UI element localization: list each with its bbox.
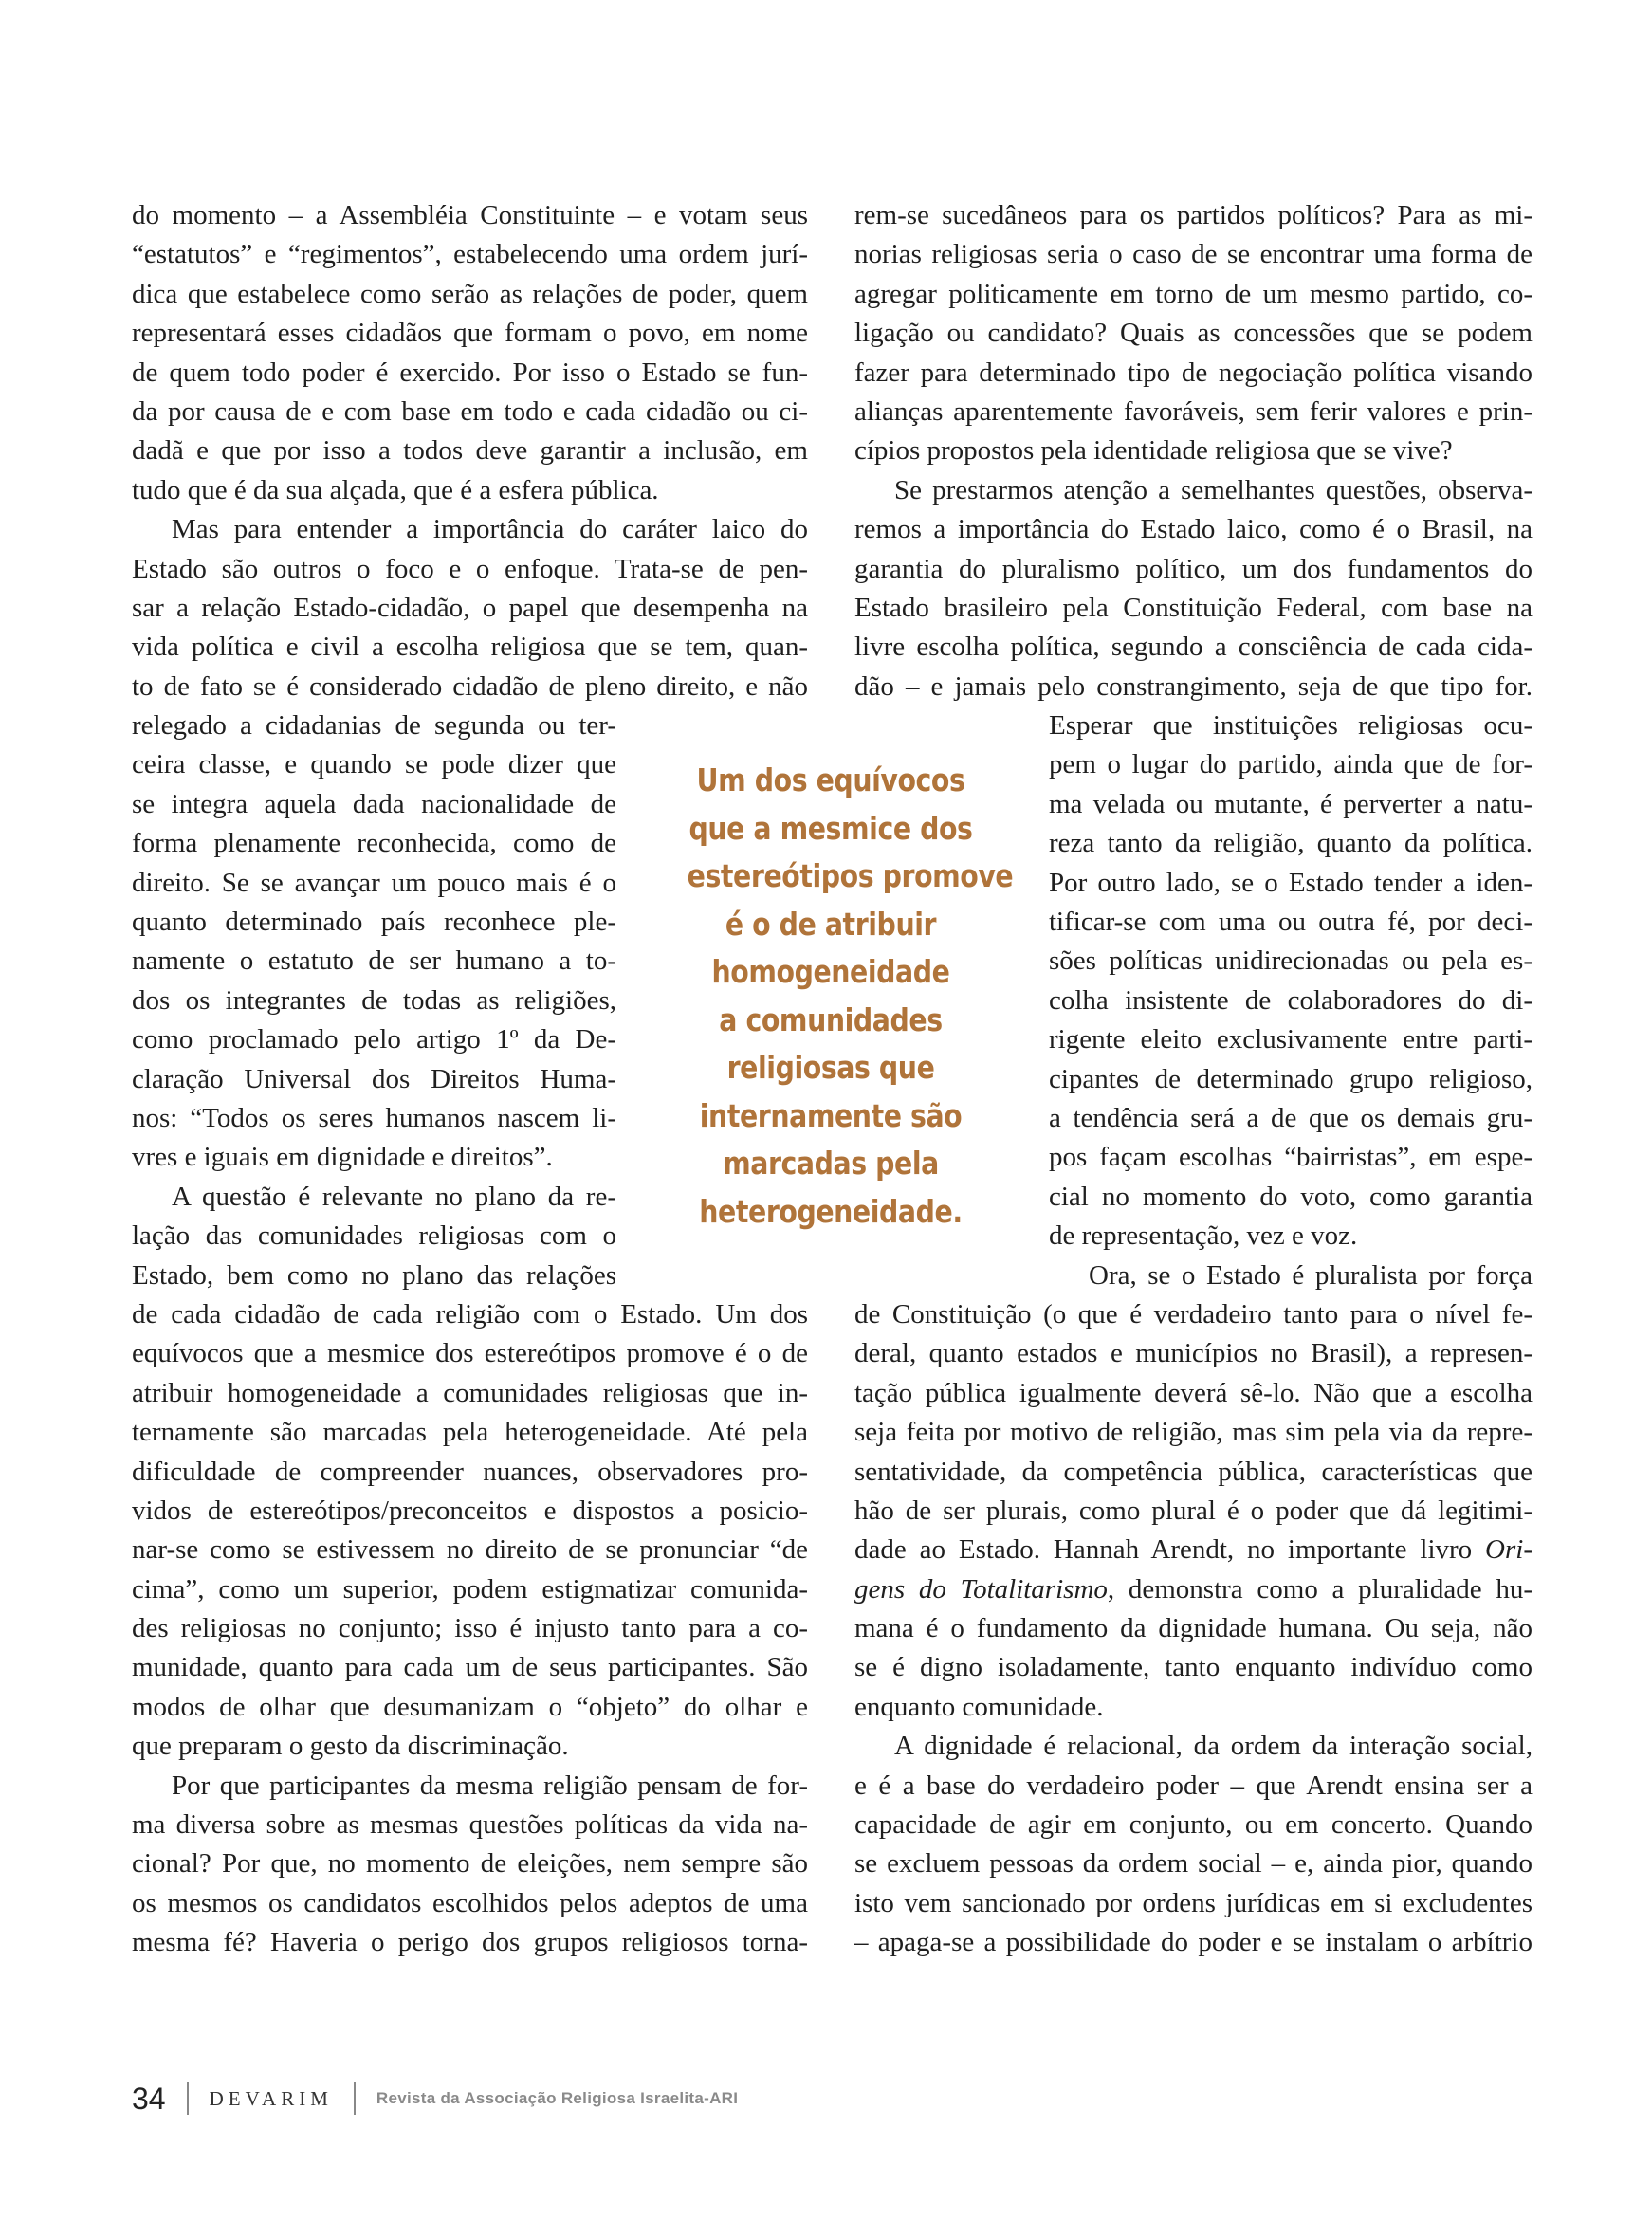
text-line: equívocos que a mesmice dos estereótipos promove é o de (132, 1338, 808, 1369)
text-line: Estado são outros o foco e o enfoque. Trata-se de pen- (132, 553, 808, 584)
text-line: rigente eleito exclusivamente entre parti- (1049, 1024, 1533, 1055)
text-line: seja feita por motivo de religião, mas sim pela via da repre- (854, 1417, 1533, 1448)
text-line: vida política e civil a escolha religiosa que se tem, quan- (132, 632, 808, 663)
text-line: dificuldade de compreender nuances, observadores pro- (132, 1456, 808, 1487)
text-line: rem-se sucedâneos para os partidos políticos? Para as mi- (854, 200, 1533, 230)
text-line: os mesmos os candidatos escolhidos pelos adeptos de uma (132, 1887, 808, 1918)
text-line: A questão é relevante no plano da re- (172, 1181, 616, 1212)
text-line: quanto determinado país reconhece ple- (132, 907, 616, 938)
text-line: de representação, vez e voz. (1049, 1220, 1358, 1252)
text-line: ternamente são marcadas pela heterogeneidade. Até pela (132, 1417, 808, 1448)
magazine-subtitle: Revista da Associação Religiosa Israelita-ARI (376, 2089, 739, 2107)
right-column (854, 196, 1533, 1963)
pull-quote-line: heterogeneidade. (699, 1192, 963, 1230)
text-span: , demonstra como a pluralidade hu- (1107, 1573, 1533, 1605)
text-line: ceira classe, e quando se pode dizer que (132, 749, 616, 780)
pull-quote-line: a comunidades (719, 1000, 943, 1038)
pull-quote-line: internamente são (699, 1096, 963, 1134)
page-footer (132, 2078, 738, 2119)
text-line: dos os integrantes de todas as religiões, (132, 984, 616, 1016)
text-line: se excluem pessoas da ordem social – e, ainda pior, quando (854, 1848, 1533, 1880)
text-line: dadã e que por isso a todos deve garantir a inclusão, em (132, 435, 808, 467)
text-line: namente o estatuto de ser humano a to- (132, 945, 616, 977)
text-span: dade ao Estado. Hannah Arendt, no importante livro (854, 1534, 1486, 1566)
text-line: mesma fé? Haveria o perigo dos grupos religiosos torna- (132, 1927, 808, 1958)
text-line: tificar-se com uma ou outra fé, por deci- (1049, 907, 1533, 938)
text-line: como proclamado pelo artigo 1º da De- (132, 1024, 616, 1055)
pull-quote-line: que a mesmice dos (688, 809, 973, 847)
text-line: Esperar que instituições religiosas ocu- (1049, 710, 1533, 742)
text-line: do momento – a Assembléia Constituinte – e votam seus (132, 200, 808, 230)
text-line: a tendência será a de que os demais gru- (1049, 1102, 1533, 1133)
text-line: isto vem sancionado por ordens jurídicas em si excludentes (854, 1887, 1533, 1918)
text-line: cima”, como um superior, podem estigmatizar comunida- (132, 1573, 808, 1605)
text-line: modos de olhar que desumanizam o “objeto” do olhar e (132, 1691, 808, 1722)
text-line: de cada cidadão de cada religião com o Estado. Um dos (132, 1298, 808, 1330)
text-line: tudo que é da sua alçada, que é a esfera pública. (132, 474, 659, 505)
text-line: de quem todo poder é exercido. Por isso o Estado se fun- (132, 357, 808, 388)
text-line: da por causa de e com base em todo e cada cidadão ou ci- (132, 395, 808, 427)
text-line: enquanto comunidade. (854, 1691, 1104, 1722)
text-line: nar-se como se estivessem no direito de se pronunciar “de (132, 1534, 808, 1566)
text-line: ma diversa sobre as mesmas questões políticas da vida na- (132, 1809, 808, 1841)
text-line: Se prestarmos atenção a semelhantes questões, observa- (894, 474, 1533, 505)
text-line: hão de ser plurais, como plural é o poder que dá legitimi- (854, 1495, 1533, 1526)
text-line: A dignidade é relacional, da ordem da interação social, (894, 1731, 1533, 1762)
pull-quote-line: é o de atribuir (725, 905, 937, 943)
text-line: claração Universal dos Direitos Huma- (132, 1063, 616, 1094)
text-line (854, 1570, 1533, 1609)
text-line: pos façam escolhas “bairristas”, em espe- (1049, 1142, 1533, 1173)
text-line: vres e iguais em dignidade e direitos”. (132, 1142, 553, 1173)
text-line: relegado a cidadanias de segunda ou ter- (132, 710, 616, 742)
text-line: forma plenamente reconhecida, como de (132, 828, 616, 859)
pull-quote-line: estereótipos promove (687, 857, 1014, 894)
text-line: sar a relação Estado-cidadão, o papel que desempenha na (132, 592, 808, 623)
book-title-part: Ori- (1485, 1534, 1533, 1566)
text-line: capacidade de agir em conjunto, ou em concerto. Quando (854, 1809, 1533, 1841)
text-line: tação pública igualmente deverá sê-lo. Não que a escolha (854, 1377, 1533, 1408)
text-line: – apaga-se a possibilidade do poder e se instalam o arbítrio (854, 1927, 1533, 1958)
text-line: agregar politicamente em torno de um mesmo partido, co- (854, 278, 1533, 309)
text-line: dica que estabelece como serão as relações de poder, quem (132, 278, 808, 309)
pull-quote-line: religiosas que (726, 1049, 935, 1086)
footer-divider (187, 2082, 189, 2115)
text-line: Estado, bem como no plano das relações (132, 1259, 616, 1291)
text-line: Por outro lado, se o Estado tender a iden- (1049, 867, 1533, 898)
text-line: des religiosas no conjunto; isso é injusto tanto para a co- (132, 1613, 808, 1644)
text-line: direito. Se se avançar um pouco mais é o (132, 867, 616, 898)
text-line: vidos de estereótipos/preconceitos e dispostos a posicio- (132, 1495, 808, 1526)
text-line: pem o lugar do partido, ainda que de for- (1049, 749, 1533, 780)
text-line: norias religiosas seria o caso de se encontrar uma forma de (854, 239, 1533, 270)
text-line: atribuir homogeneidade a comunidades religiosas que in- (132, 1377, 808, 1408)
text-line: cípios propostos pela identidade religiosa que se vive? (854, 435, 1453, 467)
text-line: Estado brasileiro pela Constituição Federal, com base na (854, 592, 1533, 623)
text-line: que preparam o gesto da discriminação. (132, 1731, 569, 1762)
text-line: Por que participantes da mesma religião pensam de for- (172, 1770, 808, 1801)
text-line: ligação ou candidato? Quais as concessões que se podem (854, 318, 1533, 349)
text-line: representará esses cidadãos que formam o povo, em nome (132, 318, 808, 349)
text-line: colha insistente de colaboradores do di- (1049, 984, 1533, 1016)
text-line: e é a base do verdadeiro poder – que Arendt ensina ser a (854, 1770, 1533, 1801)
pull-quote-line: homogeneidade (711, 953, 950, 990)
text-line: dão – e jamais pelo constrangimento, seja de que tipo for. (854, 670, 1533, 702)
text-line: cipantes de determinado grupo religioso, (1049, 1063, 1533, 1094)
text-line: sões políticas unidirecionadas ou pela es- (1049, 945, 1533, 977)
pull-quote-line: marcadas pela (723, 1145, 939, 1182)
text-line: remos a importância do Estado laico, como é o Brasil, na (854, 514, 1533, 545)
text-line: alianças aparentemente favoráveis, sem ferir valores e prin- (854, 395, 1533, 427)
text-line: cial no momento do voto, como garantia (1049, 1181, 1533, 1212)
page-number: 34 (132, 2081, 166, 2116)
text-line: de Constituição (o que é verdadeiro tanto para o nível fe- (854, 1298, 1533, 1330)
text-line: se integra aquela dada nacionalidade de (132, 788, 616, 819)
text-line: fazer para determinado tipo de negociação política visando (854, 357, 1533, 388)
book-title-part: gens do Totalitarismo (854, 1573, 1108, 1605)
text-line: sentatividade, da competência pública, características que (854, 1456, 1533, 1487)
text-line: garantia do pluralismo político, um dos fundamentos do (854, 553, 1533, 584)
magazine-name: DEVARIM (209, 2086, 333, 2110)
pull-quote-line: Um dos equívocos (696, 761, 965, 798)
text-line: se é digno isoladamente, tanto enquanto indivíduo como (854, 1652, 1533, 1683)
text-line: mana é o fundamento da dignidade humana. Ou seja, não (854, 1613, 1533, 1644)
text-line (854, 1531, 1533, 1569)
text-line: livre escolha política, segundo a consciência de cada cida- (854, 632, 1533, 663)
text-line: ma velada ou mutante, é perverter a natu- (1049, 788, 1533, 819)
footer-divider (354, 2082, 356, 2115)
text-line: to de fato se é considerado cidadão de pleno direito, e não (132, 670, 808, 702)
text-line: reza tanto da religião, quanto da política. (1049, 828, 1533, 859)
text-line: lação das comunidades religiosas com o (132, 1220, 616, 1252)
text-line: nos: “Todos os seres humanos nascem li- (132, 1102, 616, 1133)
text-line: Mas para entender a importância do caráter laico do (172, 514, 808, 545)
text-line: “estatutos” e “regimentos”, estabelecendo uma ordem jurí- (132, 239, 808, 270)
text-line: munidade, quanto para cada um de seus participantes. São (132, 1652, 808, 1683)
text-line: Ora, se o Estado é pluralista por força (1089, 1259, 1533, 1291)
text-line: deral, quanto estados e municípios no Brasil), a represen- (854, 1338, 1533, 1369)
text-line: cional? Por que, no momento de eleições, nem sempre são (132, 1848, 808, 1880)
